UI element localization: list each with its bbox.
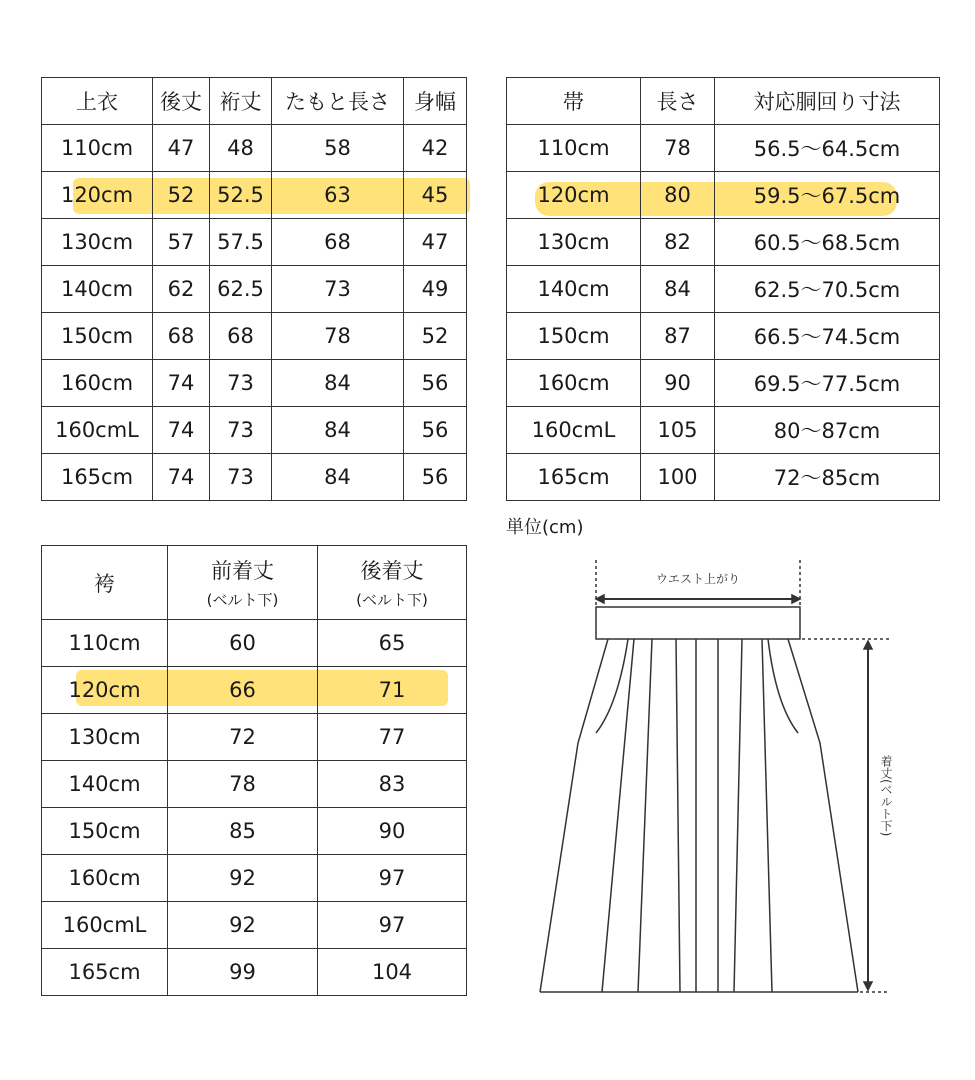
table-row [42, 855, 467, 902]
length-arrow-top-head [864, 641, 872, 649]
table-cell: 160cmL [507, 407, 641, 454]
table-cell: 105 [641, 407, 715, 454]
table-row [42, 454, 467, 501]
table-cell: 87 [641, 313, 715, 360]
uwagi-header-cell: たもと長さ [272, 78, 404, 125]
table-cell: 84 [272, 360, 404, 407]
table-row [42, 808, 467, 855]
uwagi-header-cell: 身幅 [404, 78, 467, 125]
table-row [42, 219, 467, 266]
pleat-line [676, 639, 680, 992]
table-cell: 120cm [42, 667, 168, 714]
table-cell: 57 [153, 219, 210, 266]
table-cell: 100 [641, 454, 715, 501]
table-cell: 92 [168, 902, 318, 949]
table-cell: 63 [272, 172, 404, 219]
table-row [42, 313, 467, 360]
table-row [42, 407, 467, 454]
pleat-line [602, 639, 634, 992]
hakama-header-sub: (ベルト下) [356, 591, 428, 609]
table-cell: 73 [272, 266, 404, 313]
table-cell: 78 [168, 761, 318, 808]
table-cell: 90 [318, 808, 467, 855]
table-row [507, 172, 940, 219]
table-cell: 65 [318, 620, 467, 667]
hakama-left-edge [540, 639, 608, 992]
hakama-diagram [530, 555, 930, 1000]
table-cell: 80〜87cm [715, 407, 940, 454]
table-cell: 90 [641, 360, 715, 407]
table-row [507, 125, 940, 172]
table-row [42, 714, 467, 761]
hakama-header-row [42, 546, 467, 620]
table-cell: 68 [272, 219, 404, 266]
table-cell: 58 [272, 125, 404, 172]
table-row [507, 454, 940, 501]
obi-header-cell: 帯 [507, 78, 641, 125]
table-cell: 84 [272, 407, 404, 454]
table-cell: 74 [153, 407, 210, 454]
table-cell: 104 [318, 949, 467, 996]
hakama-header-sub: (ベルト下) [206, 591, 279, 609]
table-cell: 84 [272, 454, 404, 501]
hakama-header-main: 袴 [94, 571, 115, 596]
table-cell: 160cm [42, 855, 168, 902]
table-cell: 74 [153, 454, 210, 501]
table-cell: 52 [404, 313, 467, 360]
table-cell: 83 [318, 761, 467, 808]
table-cell: 47 [153, 125, 210, 172]
table-cell: 62.5〜70.5cm [715, 266, 940, 313]
hakama-header-cell [168, 546, 318, 620]
hakama-header-cell [42, 546, 168, 620]
table-cell: 160cmL [42, 902, 168, 949]
table-cell: 56 [404, 407, 467, 454]
waist-label: ウエスト上がり [655, 572, 741, 586]
hakama-right-opening [768, 639, 798, 733]
table-cell: 150cm [507, 313, 641, 360]
table-row [507, 219, 940, 266]
table-cell: 68 [210, 313, 272, 360]
table-cell: 97 [318, 902, 467, 949]
table-cell: 56 [404, 360, 467, 407]
table-cell: 97 [318, 855, 467, 902]
table-cell: 165cm [507, 454, 641, 501]
uwagi-header-row [42, 78, 467, 125]
table-cell: 110cm [507, 125, 641, 172]
table-row [42, 620, 467, 667]
table-cell: 140cm [42, 266, 153, 313]
hakama-right-edge [788, 639, 858, 992]
table-cell: 47 [404, 219, 467, 266]
length-arrow-bottom-head [864, 982, 872, 990]
table-row [42, 902, 467, 949]
waist-arrow-right-head [792, 595, 800, 603]
table-row [507, 313, 940, 360]
table-cell: 71 [318, 667, 467, 714]
pleat-line [734, 639, 742, 992]
table-cell: 66 [168, 667, 318, 714]
table-cell: 62.5 [210, 266, 272, 313]
table-cell: 62 [153, 266, 210, 313]
obi-header-cell: 長さ [641, 78, 715, 125]
table-cell: 56.5〜64.5cm [715, 125, 940, 172]
table-cell: 80 [641, 172, 715, 219]
table-cell: 57.5 [210, 219, 272, 266]
waist-arrow-left-head [596, 595, 604, 603]
table-cell: 140cm [507, 266, 641, 313]
obi-size-table [506, 77, 940, 501]
table-row [507, 266, 940, 313]
table-cell: 73 [210, 407, 272, 454]
obi-header-row [507, 78, 940, 125]
table-cell: 110cm [42, 125, 153, 172]
table-cell: 160cm [507, 360, 641, 407]
table-cell: 72〜85cm [715, 454, 940, 501]
table-cell: 52.5 [210, 172, 272, 219]
table-row [42, 667, 467, 714]
table-row [42, 172, 467, 219]
table-cell: 49 [404, 266, 467, 313]
table-cell: 45 [404, 172, 467, 219]
table-cell: 69.5〜77.5cm [715, 360, 940, 407]
table-row [507, 407, 940, 454]
table-cell: 78 [272, 313, 404, 360]
table-cell: 78 [641, 125, 715, 172]
table-cell: 68 [153, 313, 210, 360]
table-cell: 48 [210, 125, 272, 172]
table-cell: 42 [404, 125, 467, 172]
table-cell: 99 [168, 949, 318, 996]
table-row [42, 761, 467, 808]
table-cell: 160cm [42, 360, 153, 407]
table-row [507, 360, 940, 407]
table-cell: 140cm [42, 761, 168, 808]
table-cell: 74 [153, 360, 210, 407]
table-row [42, 125, 467, 172]
pleat-line [638, 639, 652, 992]
table-cell: 120cm [507, 172, 641, 219]
table-cell: 72 [168, 714, 318, 761]
hakama-header-cell [318, 546, 467, 620]
table-cell: 59.5〜67.5cm [715, 172, 940, 219]
table-cell: 56 [404, 454, 467, 501]
table-cell: 85 [168, 808, 318, 855]
table-cell: 130cm [42, 714, 168, 761]
hakama-left-opening [596, 639, 628, 733]
table-cell: 160cmL [42, 407, 153, 454]
uwagi-size-table [41, 77, 467, 501]
pleat-line [762, 639, 772, 992]
table-cell: 73 [210, 454, 272, 501]
table-row [42, 949, 467, 996]
uwagi-header-cell: 上衣 [42, 78, 153, 125]
table-cell: 120cm [42, 172, 153, 219]
unit-label: 単位(cm) [506, 517, 584, 538]
hakama-header-main: 後着丈 [360, 559, 424, 583]
table-cell: 52 [153, 172, 210, 219]
table-cell: 60 [168, 620, 318, 667]
table-cell: 73 [210, 360, 272, 407]
table-cell: 77 [318, 714, 467, 761]
table-cell: 150cm [42, 313, 153, 360]
table-cell: 165cm [42, 454, 153, 501]
hakama-size-table [41, 545, 467, 996]
hakama-waistband [596, 607, 800, 639]
hakama-header-main: 前着丈 [211, 559, 274, 583]
table-cell: 66.5〜74.5cm [715, 313, 940, 360]
table-cell: 92 [168, 855, 318, 902]
table-cell: 130cm [507, 219, 641, 266]
length-label: 着丈(ベルト下) [879, 755, 893, 837]
obi-header-cell: 対応胴回り寸法 [715, 78, 940, 125]
table-cell: 110cm [42, 620, 168, 667]
uwagi-header-cell: 裄丈 [210, 78, 272, 125]
table-row [42, 266, 467, 313]
table-cell: 60.5〜68.5cm [715, 219, 940, 266]
uwagi-header-cell: 後丈 [153, 78, 210, 125]
table-cell: 150cm [42, 808, 168, 855]
table-cell: 82 [641, 219, 715, 266]
table-cell: 84 [641, 266, 715, 313]
table-cell: 130cm [42, 219, 153, 266]
table-cell: 165cm [42, 949, 168, 996]
table-row [42, 360, 467, 407]
